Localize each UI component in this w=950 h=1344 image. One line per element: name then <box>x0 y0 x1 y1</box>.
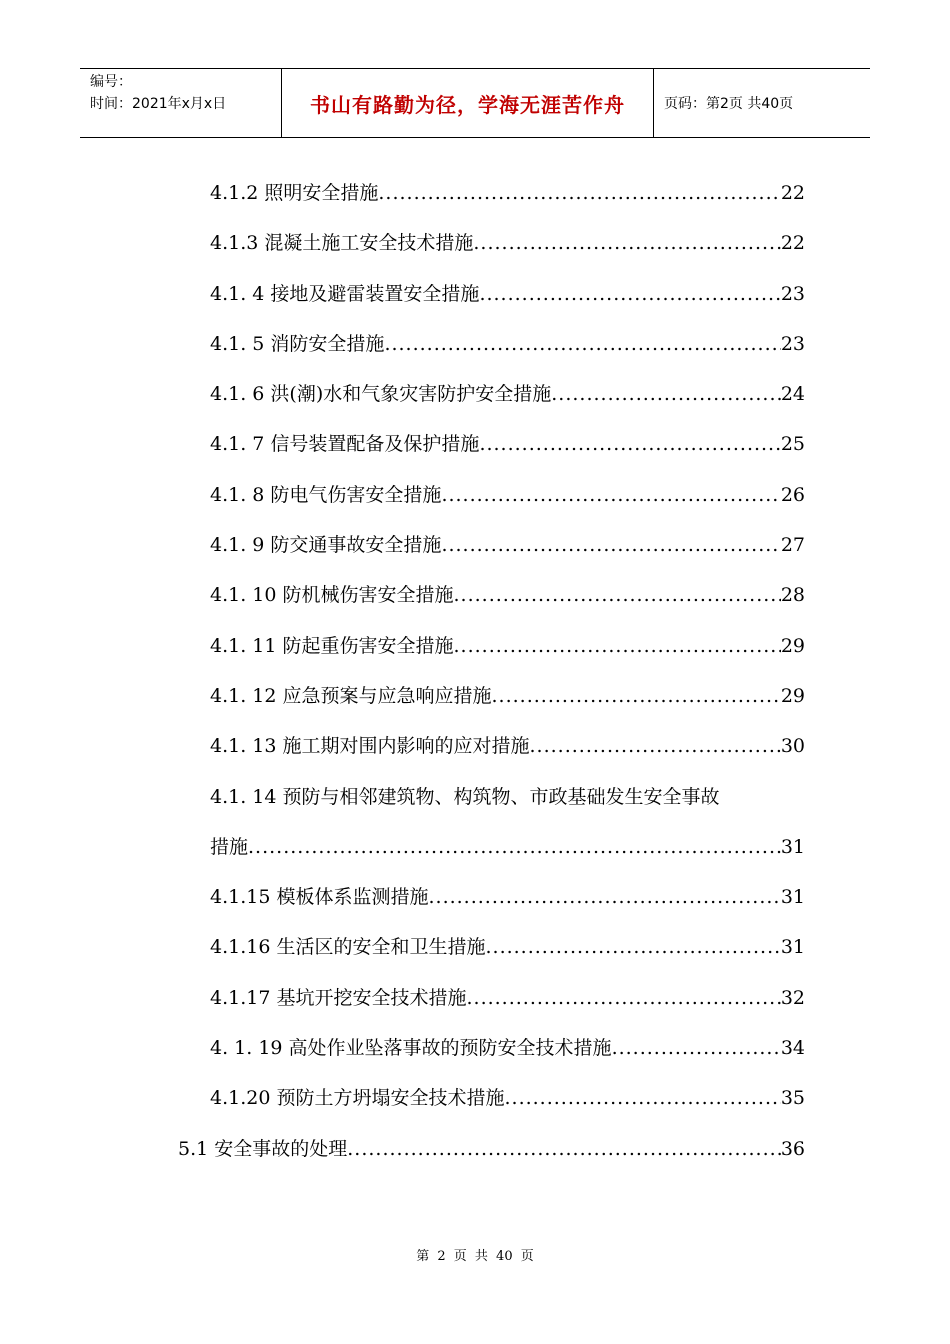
toc-entry-page: 25 <box>780 433 805 455</box>
toc-leader-dots <box>428 882 780 912</box>
toc-entry-label: 4. 1. 19 高处作业坠落事故的预防安全技术措施 <box>210 1037 612 1059</box>
toc-entry-label: 4.1. 12 应急预案与应急响应措施 <box>210 685 492 707</box>
toc-entry[interactable] <box>210 731 805 761</box>
toc-entry[interactable] <box>210 329 805 359</box>
toc-leader-dots <box>384 329 780 359</box>
toc-leader-dots <box>441 530 780 560</box>
toc-leader-dots <box>378 178 780 208</box>
toc-entry[interactable] <box>210 279 805 309</box>
toc-entry-label: 措施 <box>210 836 249 858</box>
toc-leader-dots <box>441 480 780 510</box>
doc-number-label: 编号： <box>90 74 132 90</box>
toc-leader-dots <box>479 429 780 459</box>
page-header <box>80 68 870 138</box>
toc-entry-label: 4.1. 4 接地及避雷装置安全措施 <box>210 283 480 305</box>
toc-entry-label: 4.1. 9 防交通事故安全措施 <box>210 534 442 556</box>
toc-entry-page: 23 <box>780 333 805 355</box>
toc-entry-page: 24 <box>780 383 805 405</box>
toc-entry-page: 29 <box>780 685 805 707</box>
toc-leader-dots <box>454 580 781 610</box>
toc-entry-label: 4.1. 10 防机械伤害安全措施 <box>210 584 454 606</box>
toc-entry-label-multiline[interactable]: 4.1. 14 预防与相邻建筑物、构筑物、市政基础发生安全事故 <box>210 786 720 808</box>
toc-leader-dots <box>473 228 780 258</box>
toc-entry-page: 36 <box>780 1138 805 1160</box>
toc-entry-page: 22 <box>780 182 805 204</box>
toc-entry[interactable] <box>210 932 805 962</box>
toc-leader-dots <box>551 379 781 409</box>
toc-leader-dots <box>454 631 781 661</box>
toc-leader-dots <box>485 932 780 962</box>
toc-entry[interactable] <box>178 1134 805 1164</box>
toc-entry-page: 30 <box>780 735 805 757</box>
toc-entry-label: 4.1. 7 信号装置配备及保护措施 <box>210 433 480 455</box>
toc-entry-label: 4.1.20 预防土方坍塌安全技术措施 <box>210 1087 505 1109</box>
toc-entry-page: 27 <box>780 534 805 556</box>
toc-entry[interactable] <box>210 530 805 560</box>
toc-entry[interactable] <box>210 832 805 862</box>
toc-entry[interactable] <box>210 429 805 459</box>
toc-entry-page: 26 <box>780 484 805 506</box>
toc-entry[interactable] <box>210 681 805 711</box>
toc-entry-label: 4.1.16 生活区的安全和卫生措施 <box>210 936 486 958</box>
toc-entry-label: 4.1.3 混凝土施工安全技术措施 <box>210 232 474 254</box>
toc-entry-page: 28 <box>780 584 805 606</box>
toc-entry-page: 31 <box>780 886 805 908</box>
toc-entry-label: 4.1.2 照明安全措施 <box>210 182 379 204</box>
toc-entry-label: 4.1. 5 消防安全措施 <box>210 333 385 355</box>
toc-entry[interactable] <box>210 178 805 208</box>
toc-entry-page: 31 <box>780 836 805 858</box>
toc-leader-dots <box>612 1033 781 1063</box>
toc-entry-page: 32 <box>780 987 805 1009</box>
toc-entry[interactable] <box>210 580 805 610</box>
toc-entry[interactable] <box>210 882 805 912</box>
toc-entry[interactable] <box>210 1083 805 1113</box>
toc-entry[interactable] <box>210 480 805 510</box>
toc-leader-dots <box>466 983 780 1013</box>
toc-entry-label: 4.1. 8 防电气伤害安全措施 <box>210 484 442 506</box>
toc-entry-label: 4.1. 13 施工期对围内影响的应对措施 <box>210 735 530 757</box>
toc-entry-page: 23 <box>780 283 805 305</box>
toc-leader-dots <box>347 1134 781 1164</box>
toc-leader-dots <box>530 731 781 761</box>
page-footer: 第 2 页 共 40 页 <box>416 1249 534 1264</box>
toc-leader-dots <box>479 279 780 309</box>
doc-time-label: 时间：2021年x月x日 <box>90 96 227 112</box>
toc-entry-page: 35 <box>780 1087 805 1109</box>
toc-entry-page: 29 <box>780 635 805 657</box>
toc-entry[interactable] <box>210 1033 805 1063</box>
toc-entry[interactable] <box>210 228 805 258</box>
toc-entry-page: 22 <box>780 232 805 254</box>
toc-entry-label: 4.1. 6 洪(潮)水和气象灾害防护安全措施 <box>210 383 552 405</box>
header-page-info: 页码：第2页 共40页 <box>664 96 794 112</box>
toc-entry-label: 5.1 安全事故的处理 <box>178 1138 348 1160</box>
toc-entry-label: 4.1.15 模板体系监测措施 <box>210 886 429 908</box>
toc-entry[interactable] <box>210 379 805 409</box>
toc-entry-label: 4.1.17 基坑开挖安全技术措施 <box>210 987 467 1009</box>
header-meta <box>80 69 282 137</box>
toc-entry[interactable] <box>210 631 805 661</box>
toc-entry-page: 31 <box>780 936 805 958</box>
toc-leader-dots <box>248 832 781 862</box>
toc-leader-dots <box>492 681 781 711</box>
toc-entry-label: 4.1. 11 防起重伤害安全措施 <box>210 635 454 657</box>
header-slogan: 书山有路勤为径，学海无涯苦作舟 <box>282 69 654 137</box>
toc-entry-page: 34 <box>780 1037 805 1059</box>
toc-leader-dots <box>504 1083 780 1113</box>
toc-entry[interactable] <box>210 983 805 1013</box>
